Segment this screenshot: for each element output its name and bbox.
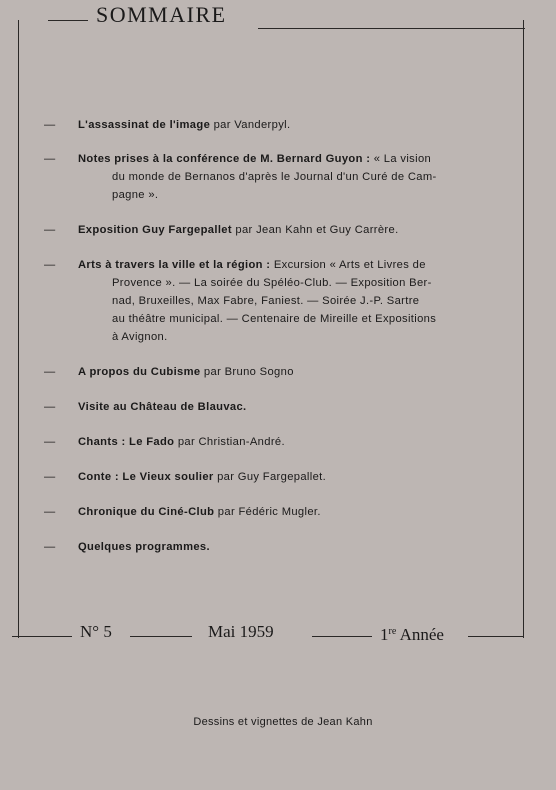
list-item bbox=[44, 116, 504, 134]
list-item bbox=[44, 221, 504, 239]
entry-dash: — bbox=[44, 506, 56, 518]
footer-rule bbox=[12, 636, 72, 637]
entry-title: Chronique du Ciné-Club bbox=[78, 506, 215, 518]
entry-text: par Fédéric Mugler. bbox=[214, 506, 321, 518]
entry-title: L'assassinat de l'image bbox=[78, 119, 211, 131]
header-rule-right bbox=[258, 28, 525, 29]
entry-text: par Vanderpyl. bbox=[210, 119, 291, 131]
footer-rule bbox=[468, 636, 524, 637]
entry-title: Conte : Le Vieux soulier bbox=[78, 471, 214, 483]
list-item bbox=[44, 150, 504, 204]
list-item bbox=[44, 398, 504, 416]
footer-rule bbox=[312, 636, 372, 637]
entry-text: par Bruno Sogno bbox=[200, 366, 294, 378]
entry-continuation: Provence ». — La soirée du Spéléo-Club. — Exposition Ber- bbox=[112, 277, 432, 289]
list-item bbox=[44, 538, 504, 556]
entry-title: Arts à travers la ville et la région : bbox=[78, 259, 271, 271]
entry-title: A propos du Cubisme bbox=[78, 366, 201, 378]
list-item bbox=[44, 256, 504, 346]
entry-dash: — bbox=[44, 436, 56, 448]
entry-dash: — bbox=[44, 401, 56, 413]
credits-text: Dessins et vignettes de Jean Kahn bbox=[193, 716, 373, 728]
entry-text: par Guy Fargepallet. bbox=[213, 471, 327, 483]
entry-continuation: au théâtre municipal. — Centenaire de Mireille et Expositions bbox=[112, 313, 437, 325]
header-rule-left bbox=[48, 20, 88, 21]
issue-info bbox=[0, 622, 556, 646]
list-item bbox=[44, 468, 504, 486]
issue-number: N° 5 bbox=[80, 622, 112, 641]
entry-text: par Christian-André. bbox=[174, 436, 285, 448]
list-item bbox=[44, 363, 504, 381]
entry-dash: — bbox=[44, 153, 56, 165]
year-word: Année bbox=[399, 625, 444, 644]
entry-continuation: du monde de Bernanos d'après le Journal d'un Curé de Cam- bbox=[112, 171, 437, 183]
entry-title: Visite au Château de Blauvac. bbox=[78, 401, 247, 413]
issue-year bbox=[380, 622, 444, 645]
footer-rule bbox=[130, 636, 192, 637]
year-number: 1 bbox=[380, 625, 389, 644]
issue-date: Mai 1959 bbox=[208, 622, 274, 641]
entry-title: Chants : Le Fado bbox=[78, 436, 175, 448]
entry-text: Excursion « Arts et Livres de bbox=[270, 259, 426, 271]
entry-title: Notes prises à la conférence de M. Bernard Guyon : bbox=[78, 153, 371, 165]
entry-title: Exposition Guy Fargepallet bbox=[78, 224, 232, 236]
entry-continuation: nad, Bruxeilles, Max Fabre, Faniest. — Soirée J.-P. Sartre bbox=[112, 295, 420, 307]
entry-text: par Jean Kahn et Guy Carrère. bbox=[231, 224, 399, 236]
entry-dash: — bbox=[44, 366, 56, 378]
entry-dash: — bbox=[44, 471, 56, 483]
list-item bbox=[44, 503, 504, 521]
page-title: SOMMAIRE bbox=[96, 2, 227, 27]
entry-continuation: à Avignon. bbox=[112, 331, 168, 343]
contents-list bbox=[44, 116, 504, 556]
entry-dash: — bbox=[44, 541, 56, 553]
entry-title: Quelques programmes. bbox=[78, 541, 210, 553]
entry-continuation: pagne ». bbox=[112, 189, 159, 201]
entry-dash: — bbox=[44, 224, 56, 236]
entry-dash: — bbox=[44, 119, 56, 131]
entry-text: « La vision bbox=[370, 153, 432, 165]
entry-dash: — bbox=[44, 259, 56, 271]
year-superscript: re bbox=[388, 626, 397, 637]
list-item bbox=[44, 433, 504, 451]
